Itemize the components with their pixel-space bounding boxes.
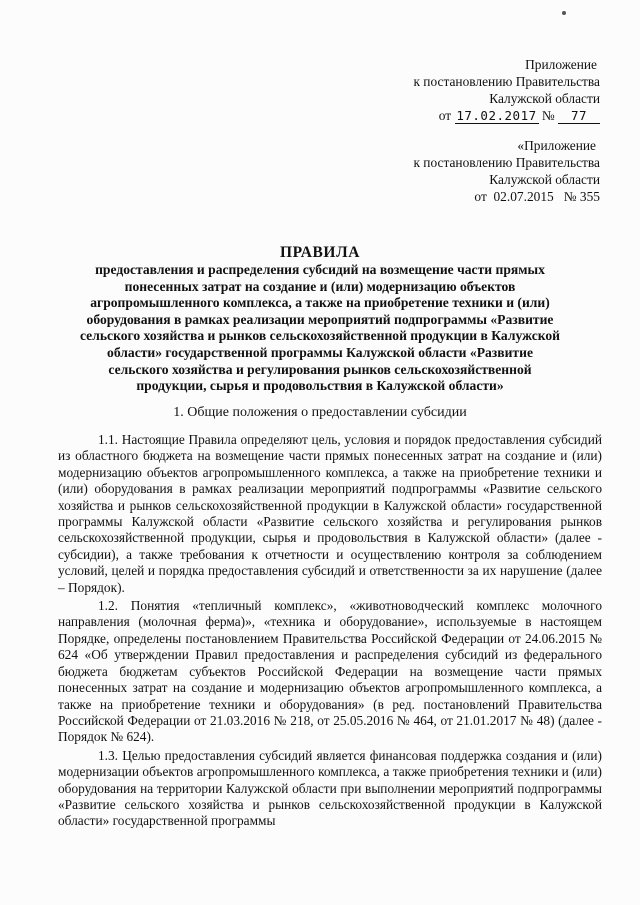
paragraph-1-2: 1.2. Понятия «тепличный комплекс», «животноводческий комплекс молочного направления (молочная ферма)», «техника и оборудование», используемые в настоящем Порядке, определены постановлением Правительства Российской Федерации от 24.06.2015 № 624 «Об утверждении Правил предоставления и распределения субсидий из федерального бюджета бюджетам субъектов Российской Федерации на возмещение части прямых понесенных затрат на создание и модернизацию объектов агропромышленного комплекса, а также на приобретение техники и оборудования» (в ред. постановлений Правительства Российской Федерации от 21.03.2016 № 218, от 25.05.2016 № 464, от 21.01.2017 № 48) (далее - Порядок № 624). bbox=[58, 598, 602, 745]
appendix-region: Калужской области bbox=[489, 91, 600, 106]
original-date-line: от 02.07.2015 № 355 bbox=[474, 189, 600, 204]
appendix-header-original bbox=[360, 137, 600, 205]
appendix-decree-ref: к постановлению Правительства bbox=[413, 74, 600, 89]
paragraph-1-3: 1.3. Целью предоставления субсидий является финансовая поддержка создания и (или) модернизации объектов агропромышленного комплекса, а также приобретения техники и (или) оборудования на территории Калужской области при выполнении мероприятий подпрограммы «Развитие сельского хозяйства и рынков сельскохозяйственной продукции в Калужской области» государственной программы bbox=[58, 747, 602, 829]
scan-speck bbox=[562, 11, 566, 15]
paragraph-1-1: 1.1. Настоящие Правила определяют цель, условия и порядок предоставления субсидий из областного бюджета на возмещение части прямых понесенных затрат на создание и (или) модернизацию объектов агропромышленного комплекса, а также на приобретение техники и (или) оборудования в рамках реализации мероприятий подпрограммы «Развитие сельского хозяйства и рынков сельскохозяйственной продукции в Калужской области» государственной программы Калужской области «Развитие сельского хозяйства и регулирования рынков сельскохозяйственной продукции, сырья и продовольствия в Калужской области» (далее - субсидии), а также требования к отчетности и осуществлению контроля за соблюдением условий, целей и порядка предоставления субсидий и ответственности за их нарушение (далее – Порядок). bbox=[58, 432, 602, 595]
original-appendix-label: «Приложение bbox=[517, 138, 596, 153]
appendix-header-current bbox=[360, 56, 600, 124]
document-body bbox=[58, 432, 602, 830]
original-region: Калужской области bbox=[489, 172, 600, 187]
original-decree-ref: к постановлению Правительства bbox=[413, 155, 600, 170]
appendix-label: Приложение bbox=[525, 57, 597, 72]
decree-number: 77 bbox=[558, 108, 600, 124]
date-prefix: от bbox=[438, 108, 452, 123]
decree-date: 17.02.2017 bbox=[456, 108, 537, 123]
section-heading: 1. Общие положения о предоставлении субсидии bbox=[173, 405, 467, 420]
document-title: ПРАВИЛА bbox=[279, 244, 361, 261]
appendix-date-row bbox=[360, 107, 600, 124]
document-subtitle: предоставления и распределения субсидий на возмещение части прямых понесенных затрат на создание и (или) модернизацию объектов агропромышленного комплекса, а также на приобретение техники и (или) оборудования в рамках реализации мероприятий подпрограммы «Развитие сельского хозяйства и рынков сельскохозяйственной продукции в Калужской области» государственной программы Калужской области «Развитие сельского хозяйства и регулирования рынков сельскохозяйственной продукции, сырья и продовольствия в Калужской области» bbox=[79, 262, 561, 394]
number-prefix: № bbox=[541, 108, 555, 123]
